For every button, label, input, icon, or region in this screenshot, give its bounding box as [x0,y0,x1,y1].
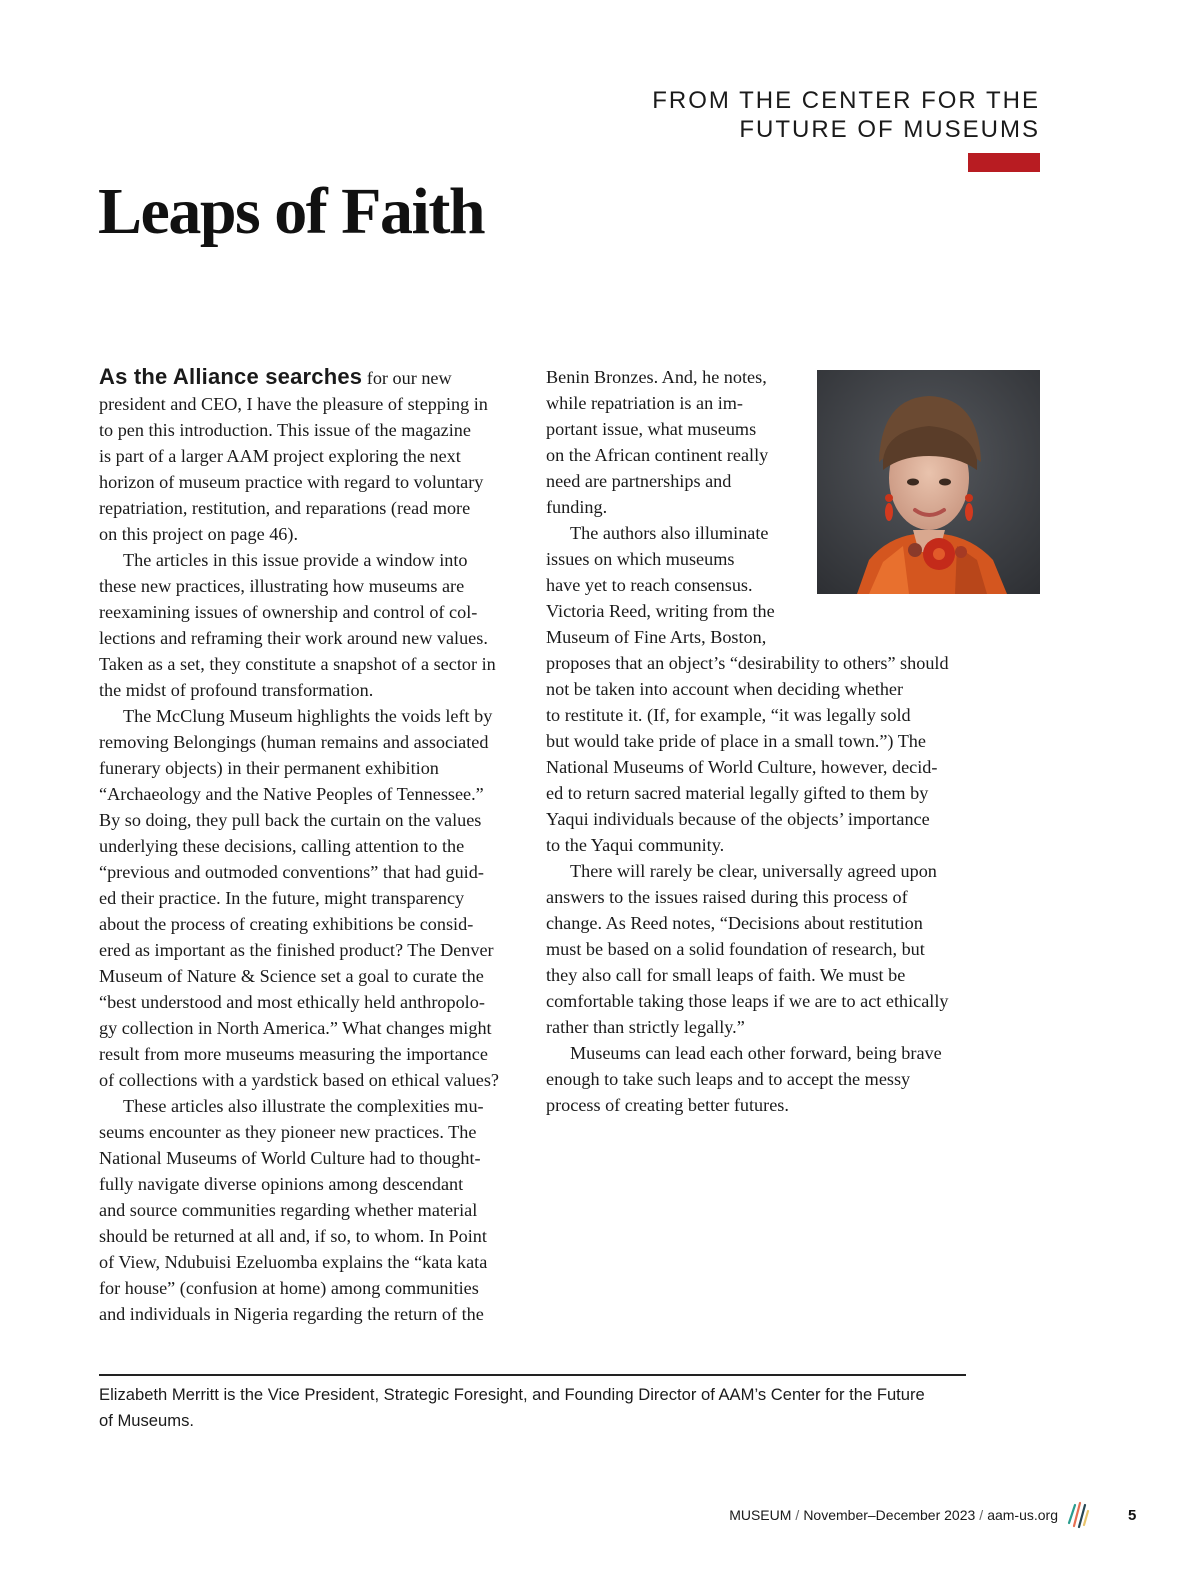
text-line: proposes that an object’s “desirability to others” should [546,653,949,673]
text-line: need are partnerships and [546,471,732,491]
text-line: There will rarely be clear, universally agreed upon [570,861,937,881]
text-line: to pen this introduction. This issue of the magazine [99,420,471,440]
text-line: answers to the issues raised during this process of [546,887,908,907]
text-line: have yet to reach consensus. [546,575,753,595]
text-line: ed their practice. In the future, might transparency [99,888,465,908]
text-line: of View, Ndubuisi Ezeluomba explains the “kata kata [99,1252,488,1272]
bio-divider [99,1374,966,1376]
text-line: Taken as a set, they constitute a snapshot of a sector in [99,654,496,674]
text-line: of collections with a yardstick based on ethical values? [99,1070,499,1090]
section-header-line-1: FROM THE CENTER FOR THE [652,87,1040,114]
text-line: and individuals in Nigeria regarding the return of the [99,1304,484,1324]
text-line: reexamining issues of ownership and control of col- [99,602,478,622]
text-line: change. As Reed notes, “Decisions about restitution [546,913,923,933]
issue-date: November–December 2023 [803,1507,976,1523]
text-line: while repatriation is an im- [546,393,743,413]
article-title: Leaps of Faith [98,175,485,248]
text-line: is part of a larger AAM project exploring the next [99,446,461,466]
text-line: ed to return sacred material legally gifted to them by [546,783,929,803]
publication-name: MUSEUM [729,1507,792,1523]
text-line: National Museums of World Culture had to thought- [99,1148,481,1168]
text-line: should be returned at all and, if so, to whom. In Point [99,1226,487,1246]
text-line: These articles also illustrate the complexities mu- [123,1096,484,1116]
text-line: The authors also illuminate [570,523,769,543]
text-line: Museums can lead each other forward, being brave [570,1043,942,1063]
text-line: Yaqui individuals because of the objects’ importance [546,809,930,829]
text-line: lections and reframing their work around new values. [99,628,488,648]
text-line: enough to take such leaps and to accept the messy [546,1069,911,1089]
text-line: The articles in this issue provide a window into [123,550,468,570]
portrait-illustration [817,370,1040,594]
text-line: about the process of creating exhibitions be consid- [99,914,474,934]
text-line: As the Alliance searches for our new [99,364,452,389]
section-header [652,86,1040,144]
text-line: comfortable taking those leaps if we are to act ethically [546,991,949,1011]
lead-in: As the Alliance searches [99,364,363,389]
page-footer [729,1500,1090,1530]
text-line: to the Yaqui community. [546,835,725,855]
text-line: president and CEO, I have the pleasure of stepping in [99,394,488,414]
text-line: funerary objects) in their permanent exhibition [99,758,439,778]
text-line: but would take pride of place in a small town.”) The [546,731,926,751]
text-line: Benin Bronzes. And, he notes, [546,367,767,387]
text-line: ered as important as the finished product? The Denver [99,940,494,960]
text-line: these new practices, illustrating how museums are [99,576,465,596]
text-line: not be taken into account when deciding whether [546,679,904,699]
text-line: National Museums of World Culture, however, decid- [546,757,938,777]
text-line: rather than strictly legally.” [546,1017,745,1037]
aam-logo-icon [1066,1499,1090,1532]
text-line: Museum of Fine Arts, Boston, [546,627,767,647]
website-link[interactable]: aam-us.org [987,1507,1058,1523]
text-line: gy collection in North America.” What changes might [99,1018,492,1038]
text-line: and source communities regarding whether material [99,1200,478,1220]
text-line: they also call for small leaps of faith. We must be [546,965,906,985]
author-portrait [817,370,1040,594]
text-line: fully navigate diverse opinions among descendant [99,1174,464,1194]
text-line: result from more museums measuring the importance [99,1044,488,1064]
footer-separator: / [979,1507,984,1523]
text-line: on this project on page 46). [99,524,299,544]
text-line: “Archaeology and the Native Peoples of Tennessee.” [99,784,484,804]
text-line: repatriation, restitution, and reparations (read more [99,498,471,518]
text-line: removing Belongings (human remains and associated [99,732,489,752]
text-line: Victoria Reed, writing from the [546,601,775,621]
text-line: The McClung Museum highlights the voids left by [123,706,493,726]
text-line: to restitute it. (If, for example, “it was legally sold [546,705,911,725]
text-line: “previous and outmoded conventions” that had guid- [99,862,484,882]
text-line: Museum of Nature & Science set a goal to curate the [99,966,484,986]
text-line: on the African continent really [546,445,769,465]
footer-separator: / [795,1507,800,1523]
text-line: funding. [546,497,608,517]
text-line: seums encounter as they pioneer new practices. The [99,1122,477,1142]
text-line: underlying these decisions, calling attention to the [99,836,465,856]
bio-line: of Museums. [99,1411,194,1430]
accent-bar [968,153,1040,172]
author-bio [99,1382,979,1434]
text-line: portant issue, what museums [546,419,757,439]
section-header-line-2: FUTURE OF MUSEUMS [739,116,1040,143]
text-line: process of creating better futures. [546,1095,789,1115]
text-line: “best understood and most ethically held anthropolo- [99,992,485,1012]
text-line: issues on which museums [546,549,735,569]
text-line: must be based on a solid foundation of research, but [546,939,925,959]
article-column-left [99,364,529,1327]
bio-line: Elizabeth Merritt is the Vice President, Strategic Foresight, and Founding Director of AAM’s Center for the Future [99,1385,925,1404]
text-line: for house” (confusion at home) among communities [99,1278,479,1298]
page-number: 5 [1128,1506,1137,1524]
text-line: horizon of museum practice with regard to voluntary [99,472,484,492]
text-line: the midst of profound transformation. [99,680,374,700]
text-line: By so doing, they pull back the curtain on the values [99,810,482,830]
